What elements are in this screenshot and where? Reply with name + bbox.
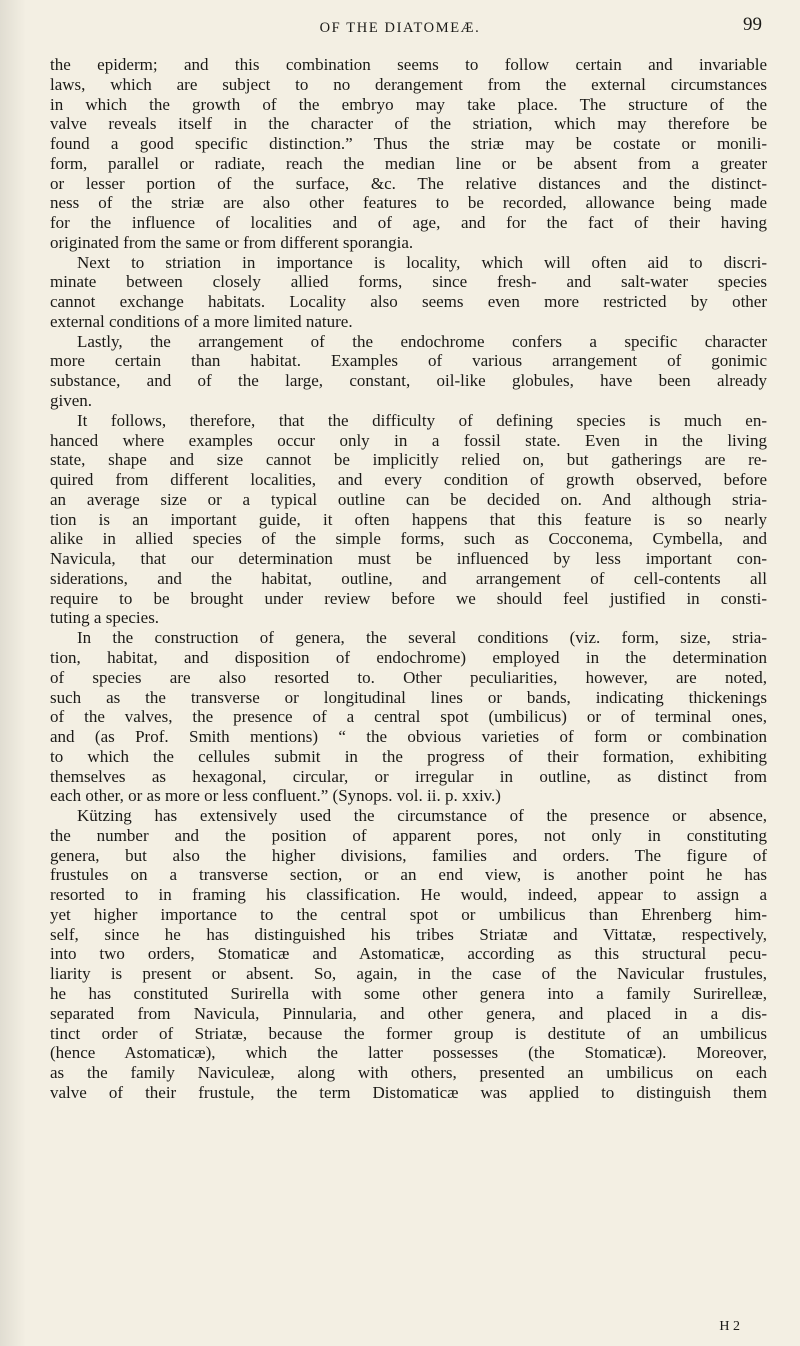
text-line: an average size or a typical outline can be decided on. And although stria- (50, 489, 767, 509)
page-header (0, 14, 800, 44)
text-line: cannot exchange habitats. Locality also seems even more restricted by other (50, 292, 767, 312)
text-line: the epiderm; and this combination seems to follow certain and invariable (50, 55, 767, 74)
text-line: quired from different localities, and every condition of growth observed, before (50, 470, 767, 490)
page-gutter-shadow (0, 0, 26, 1346)
text-line: found a good specific distinction.” Thus the striæ may be costate or monili- (50, 134, 767, 154)
text-line: valve of their frustule, the term Distomaticæ was applied to distinguish them (50, 1082, 767, 1102)
text-line: in which the growth of the embryo may take place. The structure of the (50, 94, 767, 114)
text-line: substance, and of the large, constant, oil-like globules, have been already (50, 371, 767, 391)
text-line: Navicula, that our determination must be influenced by less important con- (50, 549, 767, 569)
text-line: tion, habitat, and disposition of endochrome) employed in the determination (50, 647, 767, 667)
text-line: he has constituted Surirella with some other genera into a family Surirelleæ, (50, 983, 767, 1003)
text-line: resorted to in framing his classification. He would, indeed, appear to assign a (50, 885, 767, 905)
text-line: hanced where examples occur only in a fossil state. Even in the living (50, 430, 767, 450)
text-line: of the valves, the presence of a central spot (umbilicus) or of terminal ones, (50, 707, 767, 727)
running-head: OF THE DIATOMEÆ. (319, 20, 481, 36)
text-line: originated from the same or from different sporangia. (50, 232, 414, 252)
text-line: the number and the position of apparent pores, not only in constituting (50, 825, 767, 845)
text-line: laws, which are subject to no derangement from the external circumstances (50, 74, 767, 94)
text-line: separated from Navicula, Pinnularia, and other genera, and placed in a dis- (50, 1003, 767, 1023)
text-line: to which the cellules submit in the progress of their formation, exhibiting (50, 746, 767, 766)
text-line: siderations, and the habitat, outline, and arrangement of cell-contents all (50, 568, 767, 588)
paragraph-start-line: Next to striation in importance is locality, which will often aid to discri- (77, 252, 767, 272)
paragraph-start-line: It follows, therefore, that the difficulty of defining species is much en- (77, 410, 767, 430)
text-line: tinct order of Striatæ, because the former group is destitute of an umbilicus (50, 1023, 767, 1043)
text-line: themselves as hexagonal, circular, or irregular in outline, as distinct from (50, 766, 767, 786)
page-number: 99 (743, 14, 762, 35)
text-line: tuting a species. (50, 608, 160, 628)
body-text (50, 55, 767, 1103)
text-line: state, shape and size cannot be implicitly relied on, but gatherings are re- (50, 450, 767, 470)
paragraph-start-line: In the construction of genera, the several conditions (viz. form, size, stria- (77, 628, 767, 648)
text-line: alike in allied species of the simple forms, such as Cocconema, Cymbella, and (50, 529, 767, 549)
paragraph-start-line: Kützing has extensively used the circumstance of the presence or absence, (77, 806, 767, 826)
text-line: as the family Naviculeæ, along with others, presented an umbilicus on each (50, 1063, 767, 1083)
text-line: each other, or as more or less confluent.” (Synops. vol. ii. p. xxiv.) (50, 786, 501, 806)
text-line: frustules on a transverse section, or an end view, is another point he has (50, 865, 767, 885)
paragraph-start-line: Lastly, the arrangement of the endochrome confers a specific character (77, 331, 767, 351)
text-line: such as the transverse or longitudinal lines or bands, indicating thickenings (50, 687, 767, 707)
text-line: more certain than habitat. Examples of various arrangement of gonimic (50, 351, 767, 371)
text-line: and (as Prof. Smith mentions) “ the obvious varieties of form or combination (50, 727, 767, 747)
text-line: genera, but also the higher divisions, families and orders. The figure of (50, 845, 767, 865)
text-line: yet higher importance to the central spot or umbilicus than Ehrenberg him- (50, 904, 767, 924)
text-line: minate between closely allied forms, since fresh- and salt-water species (50, 272, 767, 292)
text-line: valve reveals itself in the character of the striation, which may therefore be (50, 114, 767, 134)
signature-mark: H 2 (719, 1319, 740, 1334)
text-line: liarity is present or absent. So, again, in the case of the Navicular frustules, (50, 964, 767, 984)
text-line: require to be brought under review before we should feel justified in consti- (50, 588, 767, 608)
text-line: form, parallel or radiate, reach the median line or be absent from a greater (50, 153, 767, 173)
text-line: into two orders, Stomaticæ and Astomaticæ, according as this structural pecu- (50, 944, 767, 964)
text-line: tion is an important guide, it often happens that this feature is so nearly (50, 509, 767, 529)
text-line: external conditions of a more limited nature. (50, 311, 353, 331)
text-line: or lesser portion of the surface, &c. The relative distances and the distinct- (50, 173, 767, 193)
text-line: (hence Astomaticæ), which the latter possesses (the Stomaticæ). Moreover, (50, 1043, 767, 1063)
text-line: given. (50, 391, 93, 411)
text-line: for the influence of localities and of age, and for the fact of their having (50, 213, 767, 233)
text-line: of species are also resorted to. Other peculiarities, however, are noted, (50, 667, 767, 687)
text-line: ness of the striæ are also other features to be recorded, allowance being made (50, 193, 767, 213)
text-line: self, since he has distinguished his tribes Striatæ and Vittatæ, respectively, (50, 924, 767, 944)
